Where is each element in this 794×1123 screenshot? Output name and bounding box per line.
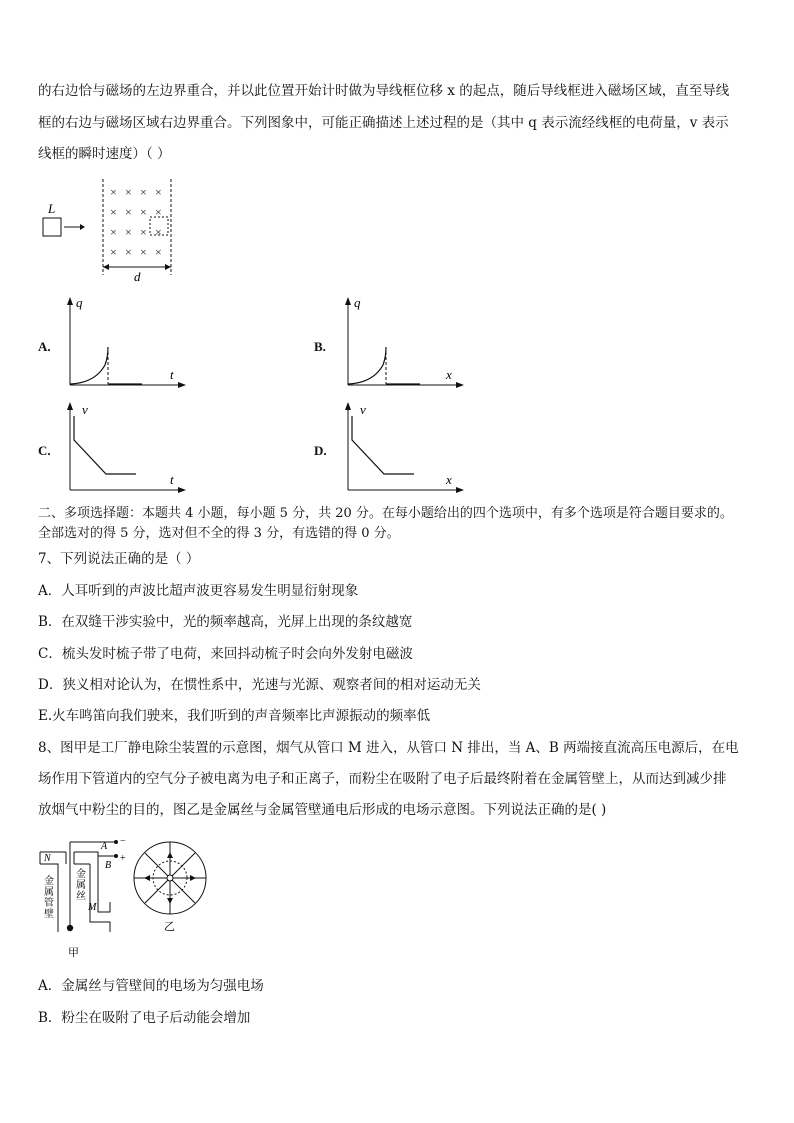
x-axis-label: x	[446, 472, 452, 487]
q6-line-3: 线框的瞬时速度）（ ）	[38, 146, 171, 162]
field-cross-mark: ×	[140, 205, 147, 219]
field-cross-mark: ×	[110, 225, 117, 239]
field-cross-mark: ×	[155, 185, 162, 199]
width-label: d	[134, 269, 141, 284]
dust-collector-figure	[38, 832, 138, 960]
q8-line-3: 放烟气中粉尘的目的，图乙是金属丝与金属管壁通电后形成的电场示意图。下列说法正确的是( )	[38, 802, 607, 818]
wire-label: 金属丝	[76, 869, 86, 902]
graph-c	[60, 400, 190, 495]
q7-stem: 7、下列说法正确的是（ ）	[38, 551, 200, 567]
field-cross-mark: ×	[140, 185, 147, 199]
wire-frame	[43, 218, 61, 236]
x-axis-arrow	[456, 382, 464, 388]
graph-a	[60, 295, 190, 390]
caption-jia: 甲	[68, 947, 79, 959]
label-n: N	[44, 853, 51, 864]
y-axis-label: q	[354, 295, 361, 310]
option-d-label: D.	[314, 443, 327, 458]
graph-b	[338, 295, 468, 390]
electric-field-figure	[130, 840, 212, 932]
y-axis-arrow	[345, 402, 351, 410]
field-cross-mark: ×	[155, 225, 162, 239]
q6-line-1: 的右边恰与磁场的左边界重合，并以此位置开始计时做为导线框位移 x 的起点，随后导线框进入磁场区域，直至导线	[38, 83, 730, 99]
field-cross-mark: ×	[140, 245, 147, 259]
x-axis-arrow	[456, 487, 464, 493]
label-b: B	[105, 860, 112, 871]
option-c-label: C.	[38, 443, 51, 458]
terminal-b	[114, 854, 118, 858]
y-axis-arrow	[67, 402, 73, 410]
section2-line-1: 二、多项选择题：本题共 4 小题，每小题 5 分，共 20 分。在每小题给出的四个选项中，有多个选项是符合题目要求的。	[38, 506, 733, 521]
field-cross-mark: ×	[125, 245, 132, 259]
option-b-label: B.	[314, 339, 326, 354]
q7-option-a: A．人耳听到的声波比超声波更容易发生明显衍射现象	[38, 583, 359, 599]
option-a-label: A.	[38, 339, 51, 354]
dim-arrow-right	[165, 264, 171, 270]
q8-line-1: 8、图甲是工厂静电除尘装置的示意图，烟气从管口 M 进入，从管口 N 排出，当 A、B 两端接直流高压电源后，在电	[38, 740, 739, 756]
x-axis-label: x	[446, 367, 452, 382]
caption-yi: 乙	[164, 921, 175, 932]
field-cross-mark: ×	[155, 205, 162, 219]
velocity-arrowhead	[80, 224, 85, 230]
x-axis-label: t	[170, 367, 174, 382]
q7-option-b: B．在双缝干涉实验中，光的频率越高，光屏上出现的条纹越宽	[38, 614, 413, 630]
field-cross-mark: ×	[125, 205, 132, 219]
graph-d	[338, 400, 468, 495]
terminal-a	[114, 840, 118, 844]
y-axis-label: v	[82, 402, 88, 417]
y-axis-arrow	[345, 297, 351, 305]
y-axis-label: v	[360, 402, 366, 417]
field-cross-mark: ×	[155, 245, 162, 259]
wire-weight	[67, 925, 73, 931]
q7-option-d: D．狭义相对论认为，在惯性系中，光速与光源、观察者间的相对运动无关	[38, 677, 481, 693]
curve	[70, 347, 108, 384]
minus-sign: −	[120, 836, 126, 847]
plus-sign: +	[120, 853, 126, 864]
dim-arrow-left	[103, 264, 109, 270]
q7-option-e: E.火车鸣笛向我们驶来，我们听到的声音频率比声源振动的频率低	[38, 708, 431, 724]
field-cross-mark: ×	[125, 225, 132, 239]
velocity-line	[74, 416, 136, 474]
q8-line-2: 场作用下管道内的空气分子被电离为电子和正离子，而粉尘在吸附了电子后最终附着在金属管壁上，从而达到减少排	[38, 771, 727, 787]
q6-line-2: 框的右边与磁场区域右边界重合。下列图象中，可能正确描述上述过程的是（其中 q 表示流经线框的电荷量，v 表示	[38, 115, 729, 131]
velocity-line	[352, 416, 414, 474]
label-a: A	[101, 841, 108, 852]
section2-line-2: 全部选对的得 5 分，选对但不全的得 3 分，有选错的得 0 分。	[38, 526, 400, 541]
field-cross-mark: ×	[140, 225, 147, 239]
q8-option-a: A．金属丝与管壁间的电场为匀强电场	[38, 978, 264, 994]
field-cross-mark: ×	[110, 245, 117, 259]
magnetic-field-figure	[38, 175, 188, 285]
x-axis-arrow	[178, 382, 186, 388]
field-marks	[110, 185, 162, 259]
q7-option-c: C．梳头发时梳子带了电荷，来回抖动梳子时会向外发射电磁波	[38, 646, 413, 662]
x-axis-arrow	[178, 487, 186, 493]
q8-option-b: B．粉尘在吸附了电子后动能会增加	[38, 1010, 251, 1026]
y-axis-label: q	[76, 295, 83, 310]
field-cross-mark: ×	[125, 185, 132, 199]
label-m: M	[88, 902, 97, 913]
x-axis-label: t	[170, 472, 174, 487]
y-axis-arrow	[67, 297, 73, 305]
field-cross-mark: ×	[110, 205, 117, 219]
wall-label: 金属管壁	[44, 876, 54, 920]
field-cross-mark: ×	[110, 185, 117, 199]
curve	[348, 347, 386, 384]
frame-label: L	[48, 201, 56, 216]
